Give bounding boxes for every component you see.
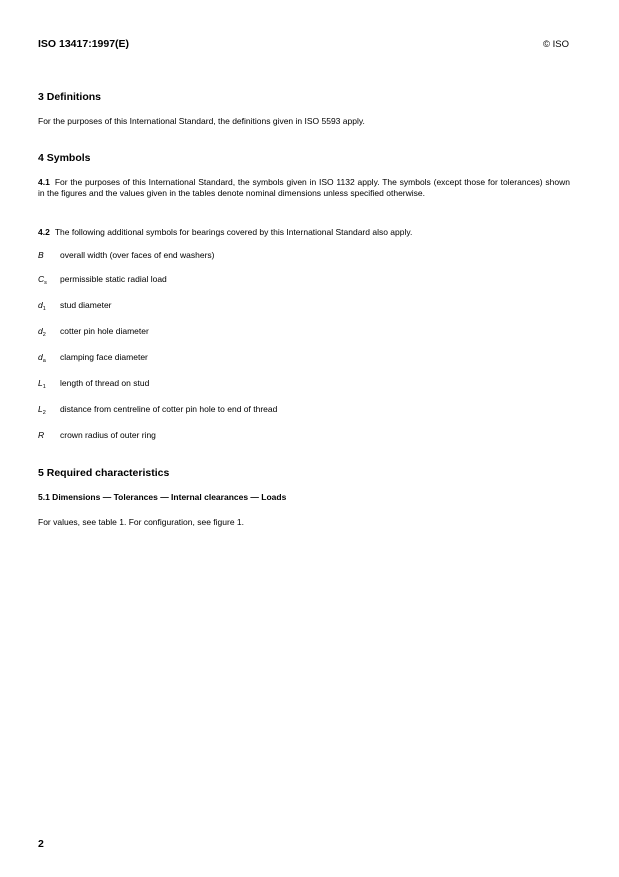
- copyright-notice: © ISO: [542, 39, 569, 50]
- symbol-description: length of thread on stud: [60, 378, 150, 388]
- symbol-description: distance from centreline of cotter pin hole to end of thread: [60, 404, 278, 414]
- symbol-row: [38, 404, 277, 416]
- section-5-1-heading: 5.1 Dimensions — Tolerances — Internal clearances — Loads: [38, 492, 287, 502]
- symbol: $d_1$: [38, 300, 46, 312]
- symbol-description: clamping face diameter: [60, 352, 148, 362]
- document-id: ISO 13417:1997(E): [38, 38, 130, 50]
- symbol: $L_2$: [38, 404, 46, 416]
- symbol-row: [38, 250, 215, 262]
- symbol-row: [38, 378, 149, 390]
- section-5-1-text: For values, see table 1. For configuration, see figure 1.: [38, 517, 245, 527]
- para-4-1-number: 4.1: [38, 177, 50, 187]
- para-4-1-text: For the purposes of this International Standard, the symbols given in ISO 1132 apply. The symbols (except those for tolerances) shown in the figures and the values given in the tables denote nominal dimensions unless specified otherwise.: [38, 177, 570, 198]
- symbol-description: cotter pin hole diameter: [60, 326, 149, 336]
- para-4-1: [38, 177, 570, 198]
- para-4-2-number: 4.2: [38, 227, 50, 237]
- symbol-row: [38, 352, 148, 364]
- section-3-heading: 3 Definitions: [38, 91, 102, 103]
- symbol-description: stud diameter: [60, 300, 112, 310]
- symbol: R: [38, 430, 45, 440]
- symbol-row: [38, 274, 167, 286]
- symbol-description: overall width (over faces of end washers): [60, 250, 215, 260]
- symbol-row: [38, 430, 156, 442]
- para-4-2-text: The following additional symbols for bearings covered by this International Standard also apply.: [54, 227, 413, 237]
- page-number: 2: [38, 838, 44, 850]
- section-5-heading: 5 Required characteristics: [38, 467, 170, 479]
- symbol-description: permissible static radial load: [60, 274, 167, 284]
- symbol: $d_2$: [38, 326, 46, 338]
- section-4-heading: 4 Symbols: [38, 152, 91, 164]
- symbol-row: [38, 326, 149, 338]
- section-3-text: For the purposes of this International Standard, the definitions given in ISO 5593 apply.: [38, 116, 365, 126]
- symbol: $L_1$: [38, 378, 46, 390]
- para-4-2: [38, 227, 570, 238]
- symbol-row: [38, 300, 112, 312]
- symbol-description: crown radius of outer ring: [60, 430, 156, 440]
- symbol: B: [38, 250, 44, 260]
- symbol: $d_a$: [38, 352, 46, 364]
- symbol: $C_s$: [38, 274, 47, 286]
